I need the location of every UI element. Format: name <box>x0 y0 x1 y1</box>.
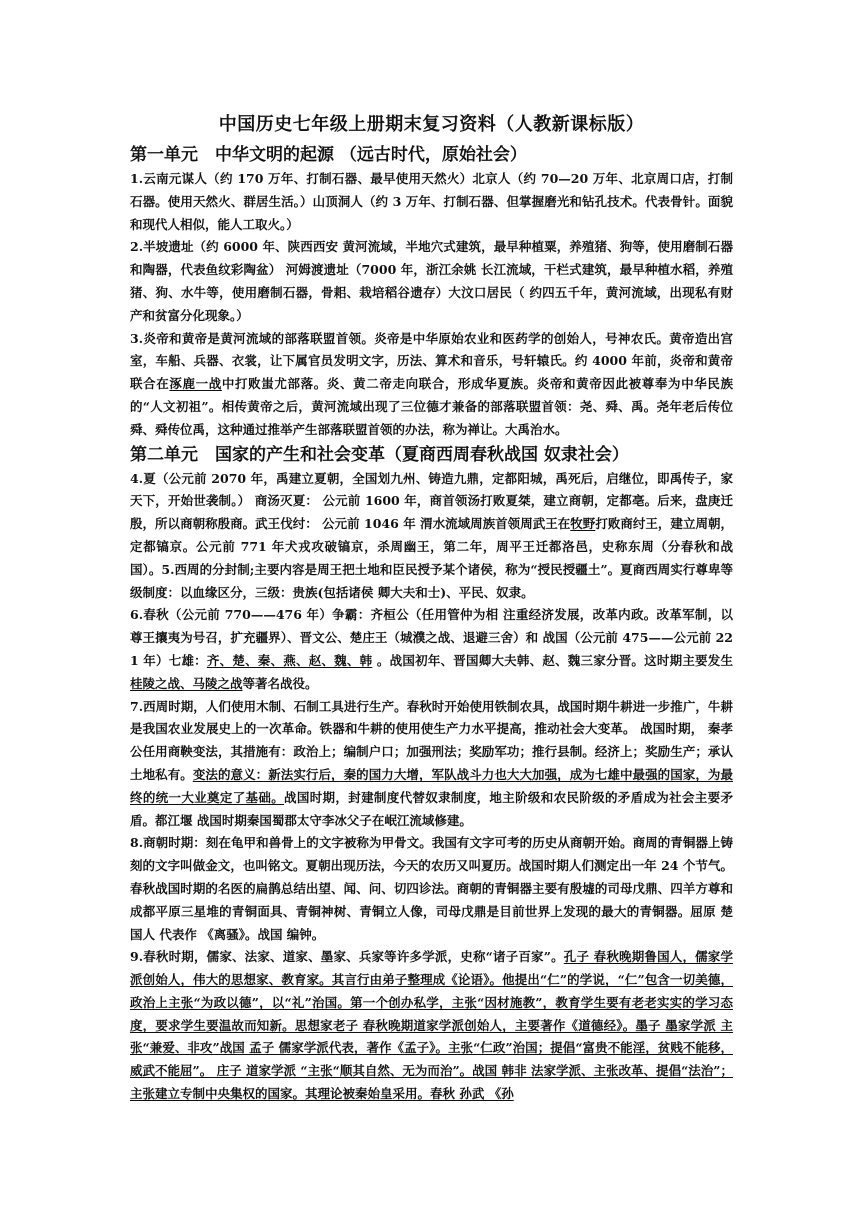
paragraph-6 <box>130 604 733 695</box>
paragraph-8: 8.商朝时期：刻在龟甲和兽骨上的文字被称为甲骨文。我国有文字可考的历史从商朝开始。商周的青铜器上铸刻的文字叫做金文，也叫铭文。夏朝出现历法，今天的农历又叫夏历。战国时期人们测定出一年 24 个节气。春秋战国时期的名医的扁鹊总结出望、闻、问、切四诊法。商朝的青铜器主要有殷墟的司母戊鼎、四羊方尊和成都平原三星堆的青铜面具、青铜神树、青铜立人像，司母戊鼎是目前世界上发现的最大的青铜器。屈原 楚国人 代表作 《离骚》。战国 编钟。 <box>130 835 733 942</box>
paragraph-7 <box>130 696 733 833</box>
paragraph-9-underlined: 孔子 春秋晚期鲁国人，儒家学派创始人，伟大的思想家、教育家。其言行由弟子整理成《论语》。他提出“仁”的学说，“仁”包含一切美德，政治上主张“为政以德”，以“礼”治国。第一个创办私学，主张“因材施教”，教育学生要有老老实实的学习态度，要求学生要温故而知新。思想家老子 春秋晚期道家学派创始人，主要著作《道德经》。墨子 墨家学派 主张“兼爱、非攻”战国 孟子 儒家学派代表，著作《孟子》。主张“仁政”治国；提倡“富贵不能淫，贫贱不能移，威武不能屈”。 庄子 道家学派 “主张“顺其自然、无为而治”。战国 韩非 法家学派、主张改革、提倡“法治”；主张建立专制中央集权的国家。其理论被秦始皇采用。春秋 孙武 《孙 <box>130 949 733 1102</box>
paragraph-7-underlined: 变法的意义：新法实行后，秦的国力大增，军队战斗力也大大加强，成为七雄中最强的国家，为最终的统一大业奠定了基础。 <box>130 766 733 805</box>
paragraph-6-text-c: 等著名战役。 <box>242 675 318 691</box>
paragraph-9 <box>130 946 733 1106</box>
paragraph-3 <box>130 328 733 442</box>
paragraph-3-text-a: 3.炎帝和黄帝是黄河流域的部落联盟首领。炎帝是中华原始农业和医药学的创始人，号神农氏。黄帝造出宫室，车船、兵器、衣裳，让下属官员发明文字，历法、算术和音乐，号轩辕氏。约 4000 年前，炎帝和黄帝联合在 <box>130 330 733 392</box>
paragraph-6-underlined-states: 齐、楚、秦、燕、赵、魏、韩 <box>206 652 373 668</box>
paragraph-3-text-b: 中打败蚩尤部落。炎、黄二帝走向联合，形成华夏族。炎帝和黄帝因此被尊奉为中华民族的“人文初祖”。相传黄帝之后，黄河流域出现了三位德才兼备的部落联盟首领：尧、舜、禹。尧年老后传位舜、舜传位禹，这种通过推举产生部落联盟首领的办法，称为禅让。大禹治水。 <box>130 376 733 437</box>
unit-2-heading: 第二单元 国家的产生和社会变革（夏商西周春秋战国 奴隶社会） <box>130 444 629 465</box>
paragraph-4 <box>130 468 733 605</box>
unit-1-heading: 第一单元 中华文明的起源 （远古时代，原始社会） <box>130 145 527 165</box>
paragraph-4-underlined: 牧野 <box>570 516 596 532</box>
paragraph-7-text-b: 战国时期，封建制度代替奴隶制度，地主阶级和农民阶级的矛盾成为社会主要矛盾。都江堰 战国时期秦国蜀郡太守李冰父子在岷江流域修建。 <box>130 789 733 828</box>
paragraph-2: 2.半坡遗址（约 6000 年、陕西西安 黄河流域，半地穴式建筑，最早种植粟，养殖猪、狗等，使用磨制石器和陶器，代表鱼纹彩陶盆） 河姆渡遗址（7000 年，浙江余姚 长江流域，干栏式建筑，最早种植水稻，养殖猪、狗、水牛等，使用磨制石器，骨耜、栽培稻谷遗存）大汶口居民（ 约四五千年，黄河流域，出现私有财产和贫富分化现象。） <box>130 239 733 323</box>
paragraph-9-text-a: 9.春秋时期，儒家、法家、道家、墨家、兵家等许多学派，史称“诸子百家”。 <box>130 949 564 965</box>
paragraph-6-text-b: 。战国初年、晋国卿大夫韩、赵、魏三家分晋。这时期主要发生 <box>372 652 733 668</box>
paragraph-6-underlined-battles: 桂陵之战、马陵之战 <box>130 675 243 691</box>
paragraph-1: 1.云南元谋人（约 170 万年、打制石器、最早使用天然火）北京人（约 70—20 万年、北京周口店，打制石器。使用天然火、群居生活。）山顶洞人（约 3 万年、打制石器、但掌握磨光和钻孔技术。代表骨针。面貌和现代人相似，能人工取火。） <box>130 171 733 232</box>
paragraph-6-text-a: 6.春秋（公元前 770——476 年）争霸：齐桓公（任用管仲为相 注重经济发展，改革内政。改革军制，以尊王攘夷为号召，扩充疆界）、晋文公、楚庄王（城濮之战、退避三舍）和 战国（公元前 475——公元前 221 年）七雄： <box>130 607 733 668</box>
paragraph-3-underlined: 涿鹿一战 <box>169 376 222 392</box>
paragraph-4-text-b: 打败商纣王，建立周朝，定都镐京。公元前 771 年犬戎攻破镐京，杀周幽王，第二年，周平王迁都洛邑，史称东周（分春秋和战国）。5.西周的分封制;主要内容是周王把土地和臣民授予某个诸侯，称为“授民授疆土”。夏商西周实行尊卑等级制度：以血缘区分，三级：贵族(包括诸侯 卿大夫和士)、平民、奴隶。 <box>130 516 733 600</box>
document-page <box>130 112 733 1106</box>
paragraph-4-text-a: 4.夏（公元前 2070 年，禹建立夏朝，全国划九州、铸造九鼎，定都阳城，禹死后，启继位，即禹传子，家天下，开始世袭制。） 商汤灭夏： 公元前 1600 年，商首领汤打败夏桀，建立商朝，定都亳。后来，盘庚迁殷，所以商朝称殷商。武王伐纣： 公元前 1046 年 渭水流域周族首领周武王在 <box>130 470 733 532</box>
document-title: 中国历史七年级上册期末复习资料（人教新课标版） <box>218 114 645 135</box>
paragraph-7-text-a: 7.西周时期，人们使用木制、石制工具进行生产。春秋时开始使用铁制农具，战国时期牛耕进一步推广，牛耕是我国农业发展史上的一次革命。铁器和牛耕的使用使生产力水平提高，推动社会大变革。 战国时期， 秦孝公任用商鞅变法，其措施有：政治上；编制户口；加强刑法；奖励军功；推行县制。经济上；奖励生产；承认土地私有。 <box>130 698 733 782</box>
